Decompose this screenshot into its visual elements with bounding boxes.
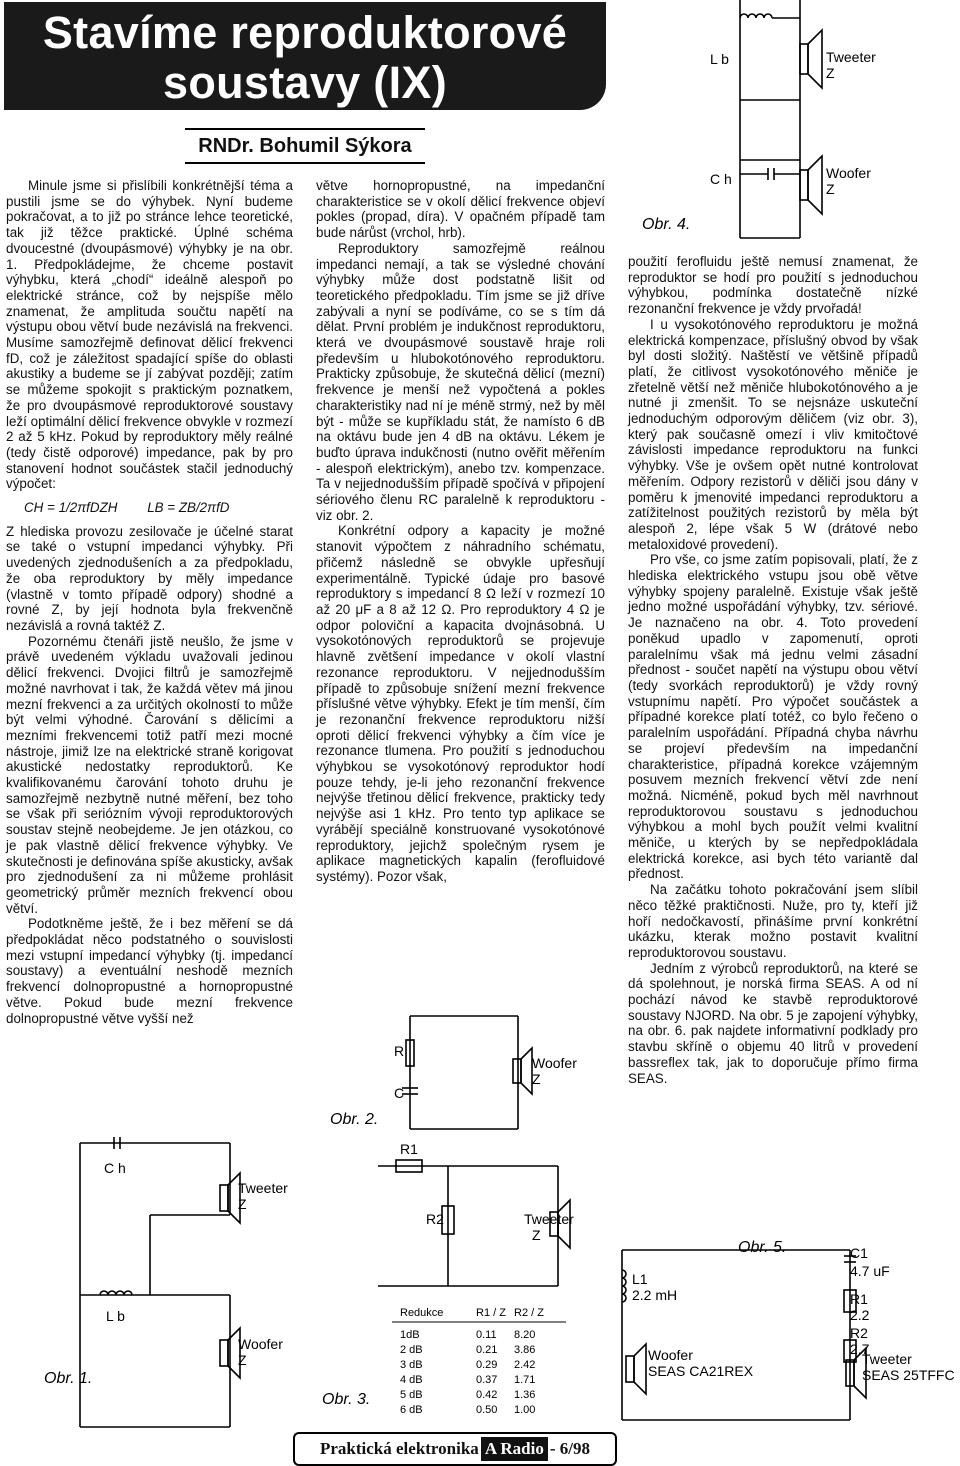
- fig1-woofer-label: Woofer: [238, 1336, 283, 1352]
- figure-1-schematic: [0, 1135, 300, 1435]
- fig1-ch-label: C h: [104, 1160, 126, 1176]
- fig5-woofer-model: SEAS CA21REX: [648, 1363, 754, 1379]
- fig5-r1-label: R1: [850, 1291, 868, 1307]
- figure-2-schematic: [318, 1004, 618, 1134]
- magazine-section: A Radio: [481, 1437, 548, 1461]
- fig2-r-label: R: [394, 1043, 405, 1059]
- paragraph: Pro vše, co jsme zatím popisovali, platí, že z hlediska elektrického vstupu jsou obě větve výhybky spojeny paralelně. Existuje však ještě jedno možné uspořádání výhybky, tzv. sériové. Je naznačeno na obr. 4. Toto provedení poněkud upadlo v zapomenutí, oproti paralelnímu však má jednu velmi zásadní přednost - součet napětí na výstupu obou větví (tedy svorkách reproduktorů) je vždy rovný vstupnímu napětí. Pro výpočet součástek a případné korekce platí totéž, co bylo řečeno o paralelním uspořádání. Případná chyba návrhu se projeví především na impedanční charakteristice, případná korekce vzájemným posuvem mezních frekvencí větví zde není možná. Nicméně, pokud bych měl navrhnout reproduktorovou soustavu s jednoduchou výhybkou a mohl bych použít velmi kvalitní měniče, u kterých by se nepředpokládala elektrická korekce, asi bych této variantě dal přednost.: [628, 552, 918, 882]
- fig3-table-cell: 1.36: [514, 1389, 536, 1401]
- fig3-table-cell: 0.29: [476, 1359, 498, 1371]
- author: RNDr. Bohumil Sýkora: [198, 135, 412, 157]
- fig5-r1-value: 2.2: [850, 1307, 870, 1323]
- fig3-table-cell: 4 dB: [400, 1374, 423, 1386]
- article-title-line2: soustavy (IX): [163, 57, 447, 108]
- fig3-caption: Obr. 3.: [322, 1391, 371, 1408]
- fig3-r1-label: R1: [400, 1141, 418, 1157]
- paragraph: Na začátku tohoto pokračování jsem slíbil něco těžké praktičnosti. Nuže, pro ty, kteří již hoří nedočkavostí, přinášíme první konkrétní ukázku, kterak možno postavit kvalitní reproduktorovou soustavu.: [628, 882, 918, 960]
- fig3-table-cell: 1dB: [400, 1329, 420, 1341]
- fig3-table-header: R2 / Z: [514, 1307, 544, 1319]
- fig3-table-cell: 2 dB: [400, 1344, 423, 1356]
- magazine-name: Praktická elektronika: [319, 1439, 479, 1458]
- formula: CH = 1/2πfDZH LB = ZB/2πfD: [24, 500, 230, 516]
- author-block: [185, 128, 425, 164]
- paragraph: I u vysokotónového reproduktoru je možná elektrická kompenzace, příslušný obvod by však byl dosti složitý. Naštěstí ve většině případů platí, že citlivost vysokotónového měniče je zřetelně větší než měniče hlubokotónového a je nutné ji zmenšit. To se nejsnáze uskuteční jednoduchým odporovým děličem (viz obr. 3), který pak současně omezí i vliv kmitočtové závislosti impedance reproduktoru na funkci výhybky. Vše je ovšem opět nutné kontrolovat měřením. Odpory rezistorů v děliči jsou dány v poměru k jmenovité impedanci reproduktoru a zatížitelnost použitých rezistorů by měla být alespoň 2, lépe však 5 W (drátové nebo metaloxidové provedení).: [628, 316, 918, 552]
- fig1-lb-label: L b: [106, 1308, 125, 1324]
- text-column-2: [316, 178, 605, 885]
- fig5-l1-value: 2.2 mH: [632, 1287, 678, 1303]
- fig2-z-label: Z: [532, 1071, 541, 1087]
- fig5-r2-value: 2.7: [850, 1341, 870, 1357]
- figure-4-schematic: [610, 0, 960, 250]
- fig5-c1-value: 4.7 uF: [850, 1263, 890, 1279]
- title-banner: [4, 2, 606, 110]
- fig3-r2-label: R2: [426, 1211, 444, 1227]
- text-column-1: [6, 178, 293, 1026]
- fig3-table-header: Redukce: [400, 1307, 444, 1319]
- paragraph: použití ferofluidu ještě nemusí znamenat, že reproduktor se hodí pro použití s jednoduchou výhybkou, podmínka dostatečně nízké rezonanční frekvence je vždy prvořadá!: [628, 254, 918, 317]
- paragraph: Minule jsme si přislíbili konkrétnější téma a pustili jsme se do výhybek. Nyní budeme pokračovat, a to již po stránce lehce teoretické, tak již těžce praktické. Úplné schéma dvoucestné (dvoupásmové) výhybky je na obr. 1. Předpokládejme, že chceme postavit výhybku, která „chodí“ ideálně alespoň po elektrické stránce, což by nejspíše mělo znamenat, že amplituda součtu napětí na výstupu obou větví bude nezávislá na frekvenci. Musíme samozřejmě definovat dělicí frekvenci fD, což je záležitost spadající spíše do oblasti akustiky a budeme se jí zabývat později; zatím se můžeme spokojit s praktickým poznatkem, že pro dvoupásmové reproduktorové soustavy leží optimální dělicí frekvence obvykle v rozmezí 2 až 5 kHz. Pokud by reproduktory měly reálné (tedy čistě odporové) impedance, pak by pro stanovení hodnot součástek stačil jednoduchý výpočet:: [6, 178, 293, 492]
- fig1-z-label: Z: [238, 1352, 247, 1368]
- fig4-z-label: Z: [826, 181, 835, 197]
- fig2-woofer-label: Woofer: [532, 1055, 577, 1071]
- fig3-table-header: R1 / Z: [476, 1307, 506, 1319]
- fig5-c1-label: C1: [850, 1245, 868, 1261]
- fig1-tweeter-label: Tweeter: [238, 1180, 288, 1196]
- fig5-r2-label: R2: [850, 1325, 868, 1341]
- fig3-tweeter-label: Tweeter: [524, 1211, 574, 1227]
- fig5-tweeter-model: SEAS 25TFFC: [862, 1367, 955, 1383]
- fig3-table-cell: 0.50: [476, 1404, 498, 1416]
- fig5-woofer-label: Woofer: [648, 1347, 693, 1363]
- fig3-z-label: Z: [532, 1227, 541, 1243]
- paragraph: Pozornému čtenáři jistě neušlo, že jsme v právě uvedeném výkladu uvažovali jedinou dělicí frekvenci. Dvojici filtrů je samozřejmě možné navrhovat i tak, že každá větev má jinou mezní frekvenci a za určitých okolností to může být velmi výhodné. Čarování s dělicími a mezními frekvencemi totiž patří mezi mocné nástroje, jimiž lze na elektrické straně korigovat akustické nedostatky reproduktorů. Ke kvalifikovanému čarování tohoto druhu je samozřejmě nezbytně nutné měření, bez toho se však při seriózním vývoji reproduktorových soustav stejně neobejdeme. Je jen otázkou, co je pak vlastně dělicí frekvence výhybky. Ve skutečnosti je definována spíše akusticky, avšak pro zjednodušení za ni můžeme prohlásit geometrický průměr mezních frekvencí obou větví.: [6, 633, 293, 916]
- fig5-l1-label: L1: [632, 1271, 648, 1287]
- paragraph: Konkrétní odpory a kapacity je možné stanovit výpočtem z náhradního schématu, přičemž následně se obvykle upřesňují experimentálně. Typické údaje pro basové reproduktory s impedancí 8 Ω leží v rozmezí 10 až 20 μF a 8 až 12 Ω. Pro reproduktory 4 Ω je odpor poloviční a kapacita dvojnásobná. U vysokotónových reproduktorů se projevuje hlavně zvětšení impedance v okolí vlastní rezonance reproduktoru. V nejjednodušším případě to způsobuje snížení mezní frekvence příslušné větve výhybky. Efekt je tím menší, čím je rezonanční frekvence reproduktoru nižší oproti dělicí frekvenci výhybky a čím více je rezonance tlumena. Pro použití s jednoduchou výhybkou se vysokotónový reproduktor hodí pouze tehdy, je-li jeho rezonanční frekvence nejvýše třetinou dělicí frekvence, prakticky tedy nejvýše asi 1 kHz. Pro tento typ aplikace se vyrábějí speciálně konstruované vysokotónové reproduktory, jejichž společným rysem je aplikace magnetických kapalin (ferofluidové systémy). Pozor však,: [316, 523, 605, 884]
- fig3-table-cell: 0.11: [476, 1329, 497, 1341]
- text-column-3: [628, 254, 918, 1086]
- fig5-tweeter-label: Tweeter: [862, 1351, 912, 1367]
- article-title-line1: Stavíme reproduktorové: [42, 7, 568, 58]
- fig3-table-cell: 3.86: [514, 1344, 536, 1356]
- figure-5-schematic: [620, 1230, 960, 1430]
- figure-3-schematic: [318, 1136, 618, 1421]
- fig3-table-cell: 0.21: [476, 1344, 498, 1356]
- paragraph: Jedním z výrobců reproduktorů, na které se dá spolehnout, je norská firma SEAS. A od ní pochází návod ke stavbě reproduktorové soustavy NJORD. Na obr. 5 je zapojení výhybky, na obr. 6. pak najdete informativní podklady pro stavbu skříně o objemu 40 litrů v provedení bassreflex tak, jak to doporučuje přímo firma SEAS.: [628, 960, 918, 1086]
- fig3-table-cell: 6 dB: [400, 1404, 423, 1416]
- fig3-table-cell: 0.42: [476, 1389, 498, 1401]
- fig4-lb-label: L b: [710, 51, 729, 67]
- fig3-table-cell: 1.00: [514, 1404, 536, 1416]
- fig4-woofer-label: Woofer: [826, 165, 871, 181]
- fig3-table-cell: 8.20: [514, 1329, 536, 1341]
- fig3-table-cell: 5 dB: [400, 1389, 423, 1401]
- page-footer: [293, 1432, 617, 1466]
- fig5-caption: Obr. 5.: [738, 1239, 787, 1256]
- paragraph: Reproduktory samozřejmě reálnou impedanci nemají, a tak se výsledné chování výhybky může dost podstatně lišit od teoretického předpokladu. Tím jsme se již dříve zabývali a nyní se podíváme, co se s tím dá dělat. První problém je indukčnost reproduktoru, která ve dvoupásmové soustavě hraje roli především u hlubokotónového reproduktoru. Prakticky způsobuje, že skutečná dělicí (mezní) frekvence je menší než vypočtená a pokles charakteristiky nad ní je méně strmý, než by měl být - může se kupříkladu stát, že namísto 6 dB na oktávu bude jen 4 dB na oktávu. Lékem je buďto úprava indukčnosti (nutno ověřit měřením - alespoň elektrickým), anebo tzv. kompenzace. Ta v nejjednodušším případě spočívá v připojení sériového členu RC paralelně k reproduktoru - viz obr. 2.: [316, 240, 605, 523]
- fig4-tweeter-label: Tweeter: [826, 49, 876, 65]
- fig3-table: [400, 1329, 535, 1416]
- fig3-table-cell: 1.71: [514, 1374, 536, 1386]
- fig1-caption: Obr. 1.: [44, 1370, 93, 1387]
- fig1-z-label: Z: [238, 1196, 247, 1212]
- fig3-table-cell: 0.37: [476, 1374, 498, 1386]
- fig3-table-cell: 3 dB: [400, 1359, 423, 1371]
- fig2-c-label: C: [394, 1085, 405, 1101]
- fig4-ch-label: C h: [710, 171, 732, 187]
- paragraph: větve hornopropustné, na impedanční charakteristice se v okolí dělicí frekvence objeví pokles (propad, díra). V opačném případě tam bude nárůst (vrchol, hrb).: [316, 178, 605, 241]
- fig3-table-cell: 2.42: [514, 1359, 536, 1371]
- fig4-caption: Obr. 4.: [642, 216, 691, 233]
- paragraph: Podotkněme ještě, že i bez měření se dá předpokládat něco podstatného o souvislosti mezi vstupní impedancí výhybky (tj. impedancí soustavy) a eventuální neshodě mezních frekvencí dolnopropustné a hornopropustné větve. Pokud bude mezní frekvence dolnopropustné větve vyšší než: [6, 916, 293, 1026]
- paragraph: Z hlediska provozu zesilovače je účelné starat se také o vstupní impedanci výhybky. Při uvedených zjednodušeních a za předpokladu, že oba reproduktory by měly impedance (vlastně v tomto případě odpory) shodné a rovné Z, by její hodnota byla frekvenčně nezávislá a rovná taktéž Z.: [6, 523, 293, 633]
- page-number: - 6/98: [549, 1439, 590, 1458]
- fig4-z-label: Z: [826, 65, 835, 81]
- fig2-caption: Obr. 2.: [330, 1111, 379, 1128]
